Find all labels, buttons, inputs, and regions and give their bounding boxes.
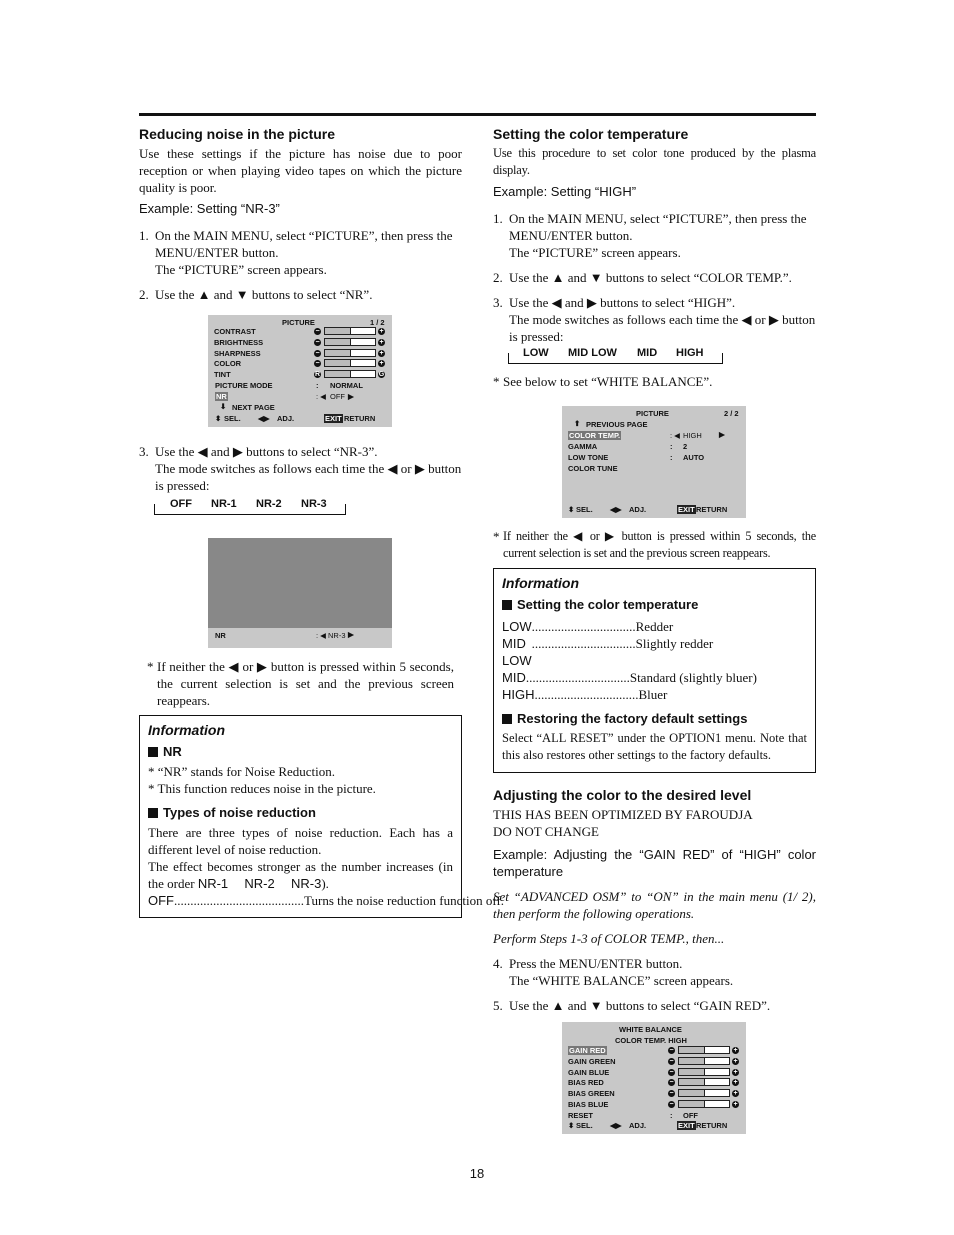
row-label: GAIN BLUE xyxy=(568,1067,610,1077)
minus-icon: − xyxy=(669,1090,674,1098)
level-bar xyxy=(678,1100,730,1108)
screen-title: PICTURE xyxy=(282,318,315,327)
minus-icon: − xyxy=(669,1057,674,1065)
plus-icon: + xyxy=(733,1068,738,1076)
row-label: CONTRAST xyxy=(214,327,256,336)
leftright-icon: ◀▶ xyxy=(258,414,270,423)
row-label: SHARPNESS xyxy=(214,348,261,358)
color-temp-info-box: Information Setting the color temperature LOW ................................ Redder MID LOW ................................ Slightly redder MID ................................ Standard (slightly bluer) HIGH ................................ Bluer Restoring the factory default settings Select “ALL RESET” under the OPTION1 menu. Note that this also restores other settings to the factory defaults. xyxy=(493,568,816,773)
row-label: BIAS BLUE xyxy=(568,1100,609,1109)
level-bar xyxy=(324,359,376,367)
leftright-icon: ◀▶ xyxy=(610,1121,622,1130)
minus-icon: − xyxy=(669,1068,674,1076)
color-temp-steps xyxy=(493,210,816,345)
arrow-right-icon: ▶ xyxy=(348,392,354,401)
minus-icon: − xyxy=(669,1047,674,1054)
step-3: 3. Use the ◀ and ▶ buttons to select “HIGH”. The mode switches as follows each time the ◀ or ▶ button is pressed: xyxy=(493,295,816,344)
minus-icon: − xyxy=(315,328,320,335)
row-label: COLOR xyxy=(214,359,242,369)
timeout-note-2: * If neither the ◀ or ▶ button is pressed within 5 seconds, the current selection is set and the previous screen reappears. xyxy=(493,529,816,560)
exit-key: EXIT xyxy=(325,414,342,423)
level-bar xyxy=(678,1089,730,1097)
square-bullet-icon xyxy=(502,714,512,724)
arrow-down-icon: ⬇ xyxy=(220,402,227,411)
row-label: BRIGHTNESS xyxy=(214,337,264,347)
updown-icon: ⬍ xyxy=(568,1121,575,1130)
plus-icon: + xyxy=(733,1057,738,1065)
picture-menu-screen-2: PICTURE 2 / 2 ⬆ PREVIOUS PAGE COLOR TEMP. : ◀ HIGH ▶ GAMMA : 2 LOW TONE : AUTO COLOR TUNE ⬍ SEL. ◀▶ ADJ. EXIT RETURN xyxy=(562,406,746,518)
right-column: Setting the color temperature Use this procedure to set color tone produced by the plasma display. Example: Setting “HIGH” 1. On the MAIN MENU, select “PICTURE”, then press the MENU/ENTER button. The “PICTURE” screen appears. 2. Use the ▲ and ▼ buttons to select “COLOR TEMP.”. 3. Use the ◀ and ▶ buttons to select “HIGH”. The mode switches as follows each time the ◀ or ▶ button is pressed: LOW MID LOW MID HIGH * See below to set “WHITE BALANCE”. PICTURE 2 / 2 ⬆ PREVIOUS PAGE COLOR TEMP. : ◀ HIGH ▶ GAMMA : 2 LOW TONE : AUTO COLOR TUNE ⬍ SEL. ◀▶ ADJ. EXIT RETURN * If neither the ◀ or ▶ button is pressed within 5 seconds, the current selection is set and the previous screen reappears. Information Setting the color temperature LOW ................................ Redder MID LOW ................................ Slightly redder MID ................................ Standard (slightly bluer) HIGH ................................ Bluer Restoring the factory default settings Select “ALL RESET” under the OPTION1 menu. Note that this also restores other settings to the factory defaults. Adjusting the color to the desired level THIS HAS BEEN OPTIMIZED BY FAROUDJA DO NOT CHANGE Example: Adjusting the “GAIN RED” of “HIGH” color temperature Set “ADVANCED OSM” to “ON” in the main menu (1/ 2), then perform the following operations. Perform Steps 1-3 of COLOR TEMP., then... 4. Press the MENU/ENTER button. The “WHITE BALANCE” screen appears. 5. Use the ▲ and ▼ buttons to select “GAIN RED”. WHITE BALANCE COLOR TEMP. HIGH GAIN RED − + GAIN GREEN − + GAIN BLUE − + BIAS RED − + BIAS GREEN − + BIAS BLUE − + RESET : OFF ⬍ SEL. ◀▶ ADJ. EXIT RETURN xyxy=(493,126,816,1134)
color-temp-sequence: LOW MID LOW MID HIGH xyxy=(493,347,816,373)
info-title: Information xyxy=(148,722,225,738)
adjust-example: Example: Adjusting the “GAIN RED” of “HIGH” color temperature xyxy=(493,847,816,879)
step-3: 3. Use the ◀ and ▶ buttons to select “NR-3”. The mode switches as follows each time the ◀ or ▶ button is pressed: xyxy=(139,444,462,493)
nr-screen: NR : ◀ NR-3 ▶ xyxy=(208,538,392,648)
left-column xyxy=(139,126,505,918)
row-label: BIAS GREEN xyxy=(568,1089,615,1099)
leftright-icon: ◀▶ xyxy=(610,505,622,514)
plus-icon: + xyxy=(379,360,384,368)
picture-menu-screen-1: PICTURE 1 / 2 CONTRAST − + BRIGHTNESS − + SHARPNESS − + COLOR − + TINT R G PICTURE MODE : NORMAL NR : ◀ OFF ▶ ⬇ NEXT PAGE ⬍ SEL. ◀▶ ADJ. EXIT RETURN xyxy=(208,315,392,427)
step-2: 2. Use the ▲ and ▼ buttons to select “COLOR TEMP.”. xyxy=(493,270,792,285)
level-bar xyxy=(678,1068,730,1076)
top-rule xyxy=(139,113,816,116)
noise-step-3 xyxy=(139,443,462,494)
level-bar xyxy=(324,349,376,357)
adjust-steps: 4. Press the MENU/ENTER button. The “WHITE BALANCE” screen appears. 5. Use the ▲ and ▼ buttons to select “GAIN RED”. xyxy=(493,956,771,1013)
plus-icon: + xyxy=(379,349,384,357)
timeout-note: * If neither the ◀ or ▶ button is pressed within 5 seconds, the current selection is set and the previous screen reappears. xyxy=(147,659,454,708)
minus-icon: − xyxy=(669,1101,674,1108)
level-bar xyxy=(324,370,376,378)
arrow-right-icon: ▶ xyxy=(719,430,725,439)
level-bar xyxy=(678,1078,730,1086)
level-bar xyxy=(324,338,376,346)
plus-icon: + xyxy=(733,1047,738,1054)
plus-icon: + xyxy=(733,1079,738,1087)
arrow-right-icon: ▶ xyxy=(348,630,354,639)
arrow-up-icon: ⬆ xyxy=(574,419,581,428)
plus-icon: + xyxy=(733,1090,738,1098)
color-temp-intro: Use this procedure to set color tone produced by the plasma display. xyxy=(493,146,816,177)
section-heading-noise: Reducing noise in the picture xyxy=(139,126,336,142)
level-bar xyxy=(324,327,376,335)
level-bar xyxy=(678,1057,730,1065)
green-icon: G xyxy=(378,371,385,379)
minus-icon: − xyxy=(315,338,320,346)
next-page-label: NEXT PAGE xyxy=(232,403,275,412)
square-bullet-icon xyxy=(148,747,158,757)
picture-mode-label: PICTURE MODE xyxy=(215,381,273,390)
square-bullet-icon xyxy=(502,600,512,610)
noise-steps xyxy=(139,227,462,303)
section-heading-adjust-color: Adjusting the color to the desired level xyxy=(493,787,752,803)
step-2: 2. Use the ▲ and ▼ buttons to select “NR”. xyxy=(139,287,373,302)
plus-icon: + xyxy=(379,328,384,335)
updown-icon: ⬍ xyxy=(215,414,222,423)
row-label: GAIN GREEN xyxy=(568,1056,616,1066)
nr-info-box: Information NR * “NR” stands for Noise Reduction. * This function reduces noise in the picture. Types of noise reduction There are three types of noise reduction. Each has a different level of noise reduction. The effect becomes stronger as the number increases (in the order NR-1 NR-2 NR-3). OFF ........................................ Turns the noise reduction function off. xyxy=(139,715,462,918)
plus-icon: + xyxy=(379,338,384,346)
minus-icon: − xyxy=(669,1079,674,1087)
picture-mode-value: NORMAL xyxy=(330,381,363,390)
level-bar xyxy=(678,1046,730,1054)
off-definition: OFF ........................................ Turns the noise reduction function off. xyxy=(148,893,505,908)
nr-value: OFF xyxy=(330,392,345,401)
white-balance-screen: WHITE BALANCE COLOR TEMP. HIGH GAIN RED − + GAIN GREEN − + GAIN BLUE − + BIAS RED − + BIAS GREEN − + BIAS BLUE − + RESET : OFF ⬍ SEL. ◀▶ ADJ. EXIT RETURN xyxy=(562,1022,746,1134)
row-label: TINT xyxy=(214,370,231,380)
page-number: 18 xyxy=(469,1166,485,1181)
noise-intro: Use these settings if the picture has noise due to poor reception or when playing video tapes on which the picture quality is poor. xyxy=(139,146,462,195)
row-label: GAIN RED xyxy=(569,1046,606,1055)
white-balance-note: * See below to set “WHITE BALANCE”. xyxy=(493,374,713,389)
info-sub-nr: NR xyxy=(148,744,453,759)
info-sub-types: Types of noise reduction xyxy=(148,805,453,820)
nr-sequence: OFF NR-1 NR-2 NR-3 xyxy=(139,498,462,528)
minus-icon: − xyxy=(315,349,320,357)
color-temp-definitions: LOW ................................ Redder MID LOW ................................ Slightly redder MID ................................ Standard (slightly bluer) HIGH ................................ Bluer xyxy=(502,619,757,702)
nr-label: NR xyxy=(216,392,227,401)
minus-icon: − xyxy=(315,360,320,368)
screen-page: 1 / 2 xyxy=(370,318,385,327)
color-temp-example: Example: Setting “HIGH” xyxy=(493,184,637,199)
row-label: BIAS RED xyxy=(568,1078,604,1088)
section-heading-color-temp: Setting the color temperature xyxy=(493,126,689,142)
noise-example: Example: Setting “NR-3” xyxy=(139,201,280,216)
square-bullet-icon xyxy=(148,808,158,818)
plus-icon: + xyxy=(733,1101,738,1108)
step-1: 1. On the MAIN MENU, select “PICTURE”, then press the MENU/ENTER button. The “PICTURE” screen appears. xyxy=(139,228,453,277)
step-1: 1. On the MAIN MENU, select “PICTURE”, then press the MENU/ENTER button. The “PICTURE” screen appears. xyxy=(493,211,807,260)
red-icon: R xyxy=(314,371,321,379)
updown-icon: ⬍ xyxy=(568,505,575,514)
